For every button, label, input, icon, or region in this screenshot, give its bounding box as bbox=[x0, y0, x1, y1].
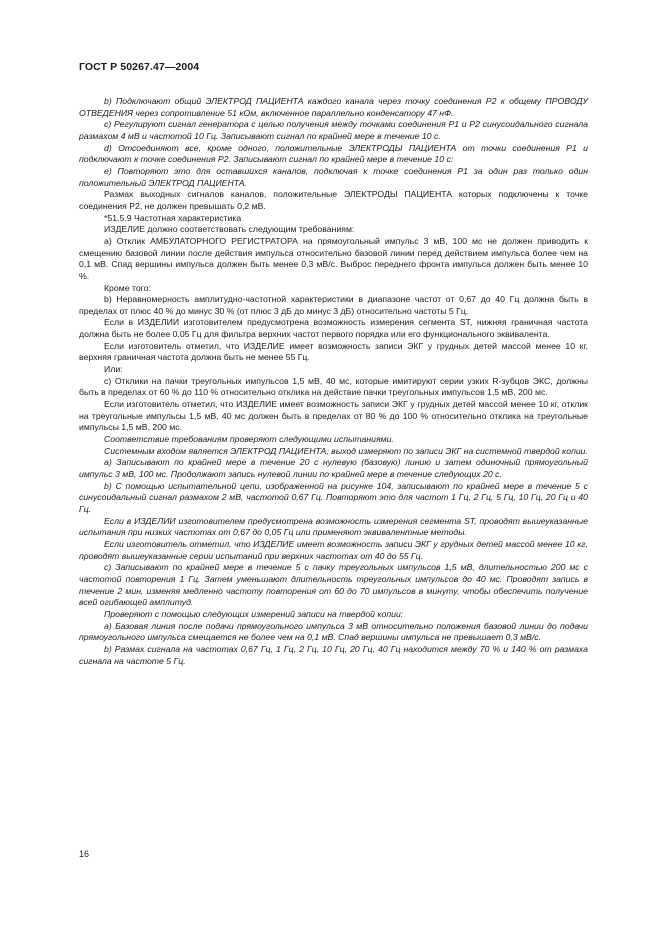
paragraph: b) Подключают общий ЭЛЕКТРОД ПАЦИЕНТА каждого канала через точку соединения Р2 к общему ПРОВОДУ ОТВЕДЕНИЯ через сопротивление 51 кОм, включенное параллельно конденсатору 47 нФ. bbox=[79, 96, 588, 118]
paragraph: a) Записывают по крайней мере в течение 20 с нулевую (базовую) линию и затем одиночный прямоугольный импульс 3 мВ, 100 мс. Продолжают запись нулевой линии по крайней мере в течение следующих 20 с. bbox=[79, 457, 588, 479]
paragraph: *51.5.9 Частотная характеристика bbox=[104, 212, 242, 223]
paragraph: Кроме того: bbox=[104, 282, 151, 293]
paragraph: b) Размах сигнала на частотах 0,67 Гц, 1 Гц, 2 Гц, 10 Гц, 20 Гц, 40 Гц находится между 70 % и 140 % от размаха сигнала на частоте 5 Гц. bbox=[79, 643, 588, 666]
paragraph: c) Записывают по крайней мере в течение 5 с пачку треугольных импульсов 1,5 мВ, длительностью 200 мс с частотой повторения 1 Гц. Затем уменьшают длительность треугольных импульсов до 40 мс. Проводят запись в течение 2 мин, изменяя медленно частоту повторения от 60 до 70 импульсов в минуту, чтобы обеспечить получение всей огибающей амплитуд. bbox=[79, 562, 588, 608]
paragraph: ИЗДЕЛИЕ должно соответствовать следующим требованиям: bbox=[104, 224, 355, 235]
paragraph: Если изготовитель отметил, что ИЗДЕЛИЕ имеет возможность записи ЭКГ у грудных детей массой менее 10 кг, проводят вышеуказанные серии испытаний при верхних частотах от 40 до 55 Гц. bbox=[79, 538, 588, 561]
paragraph: Если изготовитель отметил, что ИЗДЕЛИЕ имеет возможность записи ЭКГ у грудных детей массой менее 10 кг, отклик на треугольные импульсы 1,5 мВ, 40 мс должен быть в пределах от 80 % до 100 % относительно отклика на треугольные импульсы 1,5 мВ, 200 мс. bbox=[79, 399, 588, 433]
paragraph: b) Неравномерность амплитудно-частотной характеристики в диапазоне частот от 0,67 до 40 Гц должна быть в пределах от плюс 40 % до минус 30 % (от плюс 3 дБ до минус 3 дБ) относительно частоты 5 Гц. bbox=[79, 294, 588, 316]
paragraph: a) Базовая линия после подачи прямоугольного импульса 3 мВ относительно положения базовой линии до подачи прямоугольного импульса смещается не более чем на 0,1 мВ. Спад вершины импульса не превышает 0,3 мВ/с. bbox=[79, 620, 588, 643]
paragraph: e) Повторяют это для оставшихся каналов, подключая к точке соединения Р1 за один раз только один положительный ЭЛЕКТРОД ПАЦИЕНТА. bbox=[79, 165, 588, 188]
body-text bbox=[79, 96, 588, 667]
paragraph: Размах выходных сигналов каналов, положительные ЭЛЕКТРОДЫ ПАЦИЕНТА которых подключены к точке соединения Р2, не должен превышать 0,2 мВ. bbox=[79, 189, 588, 211]
paragraph: Системным входом является ЭЛЕКТРОД ПАЦИЕНТА; выход измеряют по записи ЭКГ на системной твердой копии. bbox=[104, 445, 588, 456]
page-number: 16 bbox=[79, 849, 90, 859]
standard-header: ГОСТ Р 50267.47—2004 bbox=[79, 61, 200, 73]
paragraph: Если в ИЗДЕЛИИ изготовителем предусмотрена возможность измерения сегмента ST, нижняя граничная частота должна быть не более 0,05 Гц для фильтра верхних частот первого порядка или его функционального эквивалента. bbox=[79, 317, 588, 340]
paragraph: Соответствие требованиям проверяют следующими испытаниями. bbox=[104, 434, 394, 445]
paragraph: c) Отклики на пачки треугольных импульсов 1,5 мВ, 40 мс, которые имитируют серии узких R-зубцов ЭКС, должны быть в пределах от 60 % до 110 % относительно отклика на действие пачки треугольных импульсов 1,5 мВ, 200 мс. bbox=[79, 375, 588, 398]
paragraph: Проверяют с помощью следующих измерений записи на твердой копии: bbox=[104, 608, 404, 619]
paragraph: b) С помощью испытательной цепи, изображенной на рисунке 104, записывают по крайней мере в течение 5 с синусоидальный сигнал размахом 2 мВ, частотой 0,67 Гц. Повторяют это для частот 1 Гц, 2 Гц, 5 Гц, 10 Гц, 20 Гц и 40 Гц. bbox=[79, 480, 588, 514]
paragraph: c) Регулируют сигнал генератора с целью получения между точками соединения Р1 и Р2 синусоидального сигнала размахом 4 мВ и частотой 10 Гц. Записывают сигнал по крайней мере в течение 10 с. bbox=[79, 119, 588, 141]
paragraph: a) Отклик АМБУЛАТОРНОГО РЕГИСТРАТОРА на прямоугольный импульс 3 мВ, 100 мс не должен приводить к смещению базовой линии после действия импульса относительно базовой линии перед действием импульса более чем на 0,1 мВ. Спад вершины импульса должен быть менее 0,3 мВ/с. Выброс переднего фронта импульса должен быть менее 10 %. bbox=[79, 235, 588, 281]
paragraph: d) Отсоединяют все, кроме одного, положительные ЭЛЕКТРОДЫ ПАЦИЕНТА от точки соединения Р1 и подключают к точке соединения Р2. Записывают сигнал по крайней мере в течение 10 с: bbox=[79, 142, 588, 165]
paragraph: Или: bbox=[104, 364, 123, 375]
paragraph: Если изготовитель отметил, что ИЗДЕЛИЕ имеет возможность записи ЭКГ у грудных детей массой менее 10 кг, верхняя граничная частота должна быть не менее 55 Гц. bbox=[79, 340, 588, 363]
paragraph: Если в ИЗДЕЛИИ изготовителем предусмотрена возможность измерения сегмента ST, проводят вышеуказанные испытания при низких частотах от 0,67 до 0,05 Гц или применяют эквивалентные методы. bbox=[79, 515, 588, 538]
